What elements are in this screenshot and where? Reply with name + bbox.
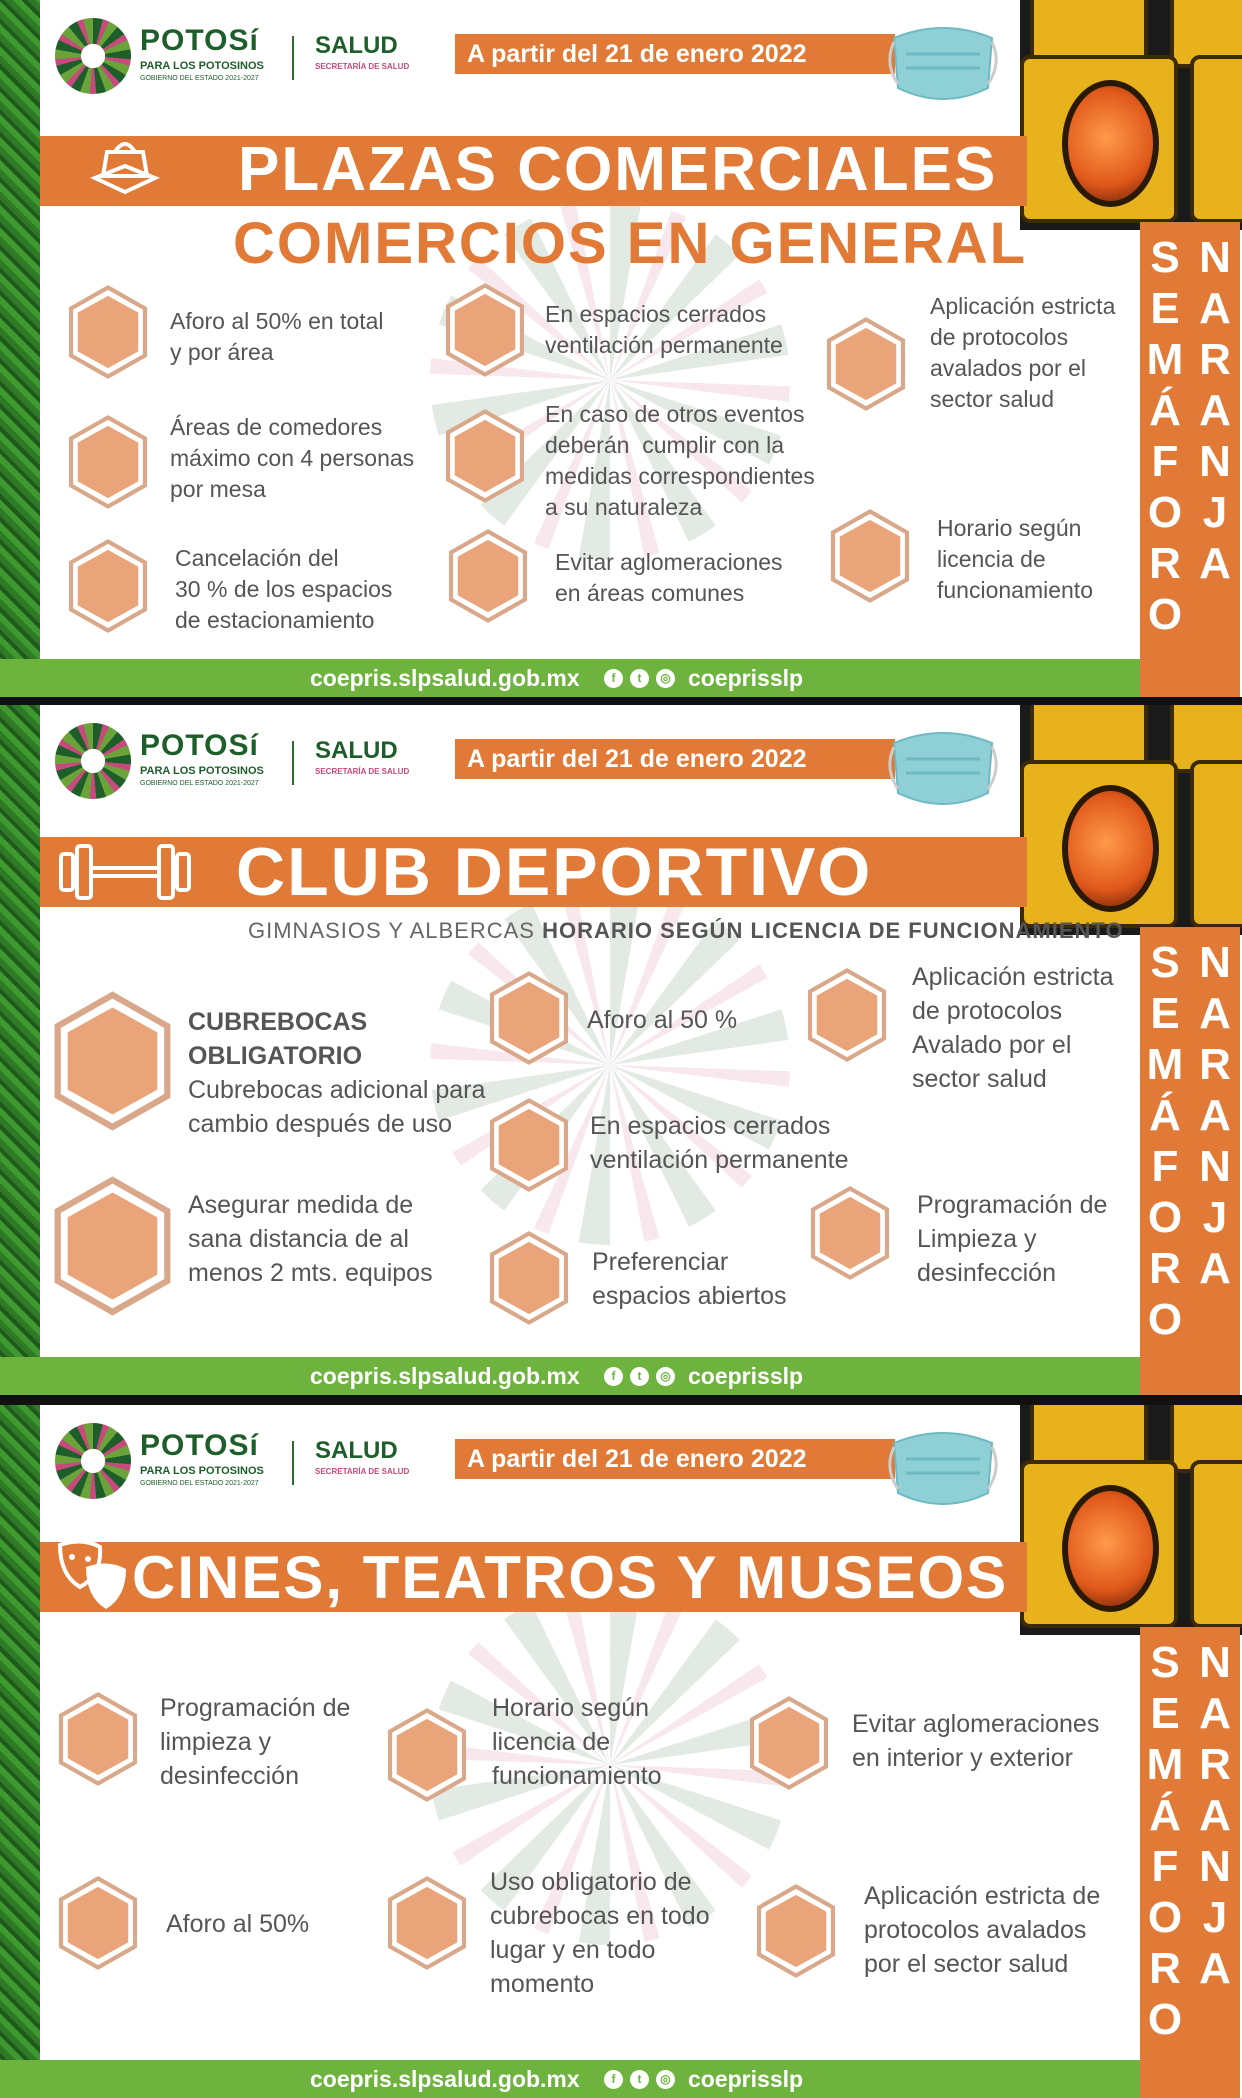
page-subtitle: GIMNASIOS Y ALBERCAS HORARIO SEGÚN LICENCIA DE FUNCIONAMIENTO	[248, 918, 1124, 943]
footer-bar	[0, 659, 1140, 697]
panel-club-deportivo	[0, 705, 1242, 1395]
window-icon	[487, 1097, 571, 1193]
potosi-logo	[55, 18, 131, 94]
salud-subtitle: SECRETARÍA DE SALUD	[315, 1467, 410, 1476]
panel-cines-teatros-museos	[0, 1405, 1242, 2098]
item-protocolos: Aplicación estricta de protocolos Avalado por el sector salud	[912, 963, 1114, 1093]
item-ventilacion: En espacios cerrados ventilación permanente	[545, 301, 783, 358]
left-pattern-strip	[0, 1405, 40, 2098]
item-ventilacion: En espacios cerrados ventilación permanente	[590, 1112, 849, 1174]
potosi-wordmark: POTOSí	[140, 729, 259, 762]
footer-handle[interactable]: coeprisslp	[688, 2066, 804, 2092]
salud-subtitle: SECRETARÍA DE SALUD	[315, 62, 410, 71]
traffic-light	[1020, 1405, 1242, 1635]
item-comedores: Áreas de comedores máximo con 4 personas por mesa	[170, 414, 415, 502]
page-title: CINES, TEATROS Y MUSEOS	[132, 1544, 1009, 1611]
item-limpieza: Programación de limpieza y desinfección	[160, 1694, 351, 1790]
parking-car-icon	[66, 538, 150, 634]
potosi-government: GOBIERNO DEL ESTADO 2021-2027	[140, 75, 259, 82]
item-aglomeraciones: Evitar aglomeraciones en interior y exterior	[852, 1710, 1100, 1772]
salud-subtitle: SECRETARÍA DE SALUD	[315, 767, 410, 776]
item-eventos: En caso de otros eventos deberán cumplir con la medidas correspondientes a su naturaleza	[545, 401, 815, 520]
twitter-icon[interactable]: t	[630, 2070, 649, 2089]
instagram-icon[interactable]: ◎	[656, 669, 675, 688]
item-aforo: Aforo al 50% en total y por área	[170, 308, 384, 365]
potosi-logo	[55, 1423, 131, 1499]
theater-masks-icon	[52, 1535, 134, 1617]
spray-bottle-icon	[56, 1691, 140, 1787]
potosi-tagline: PARA LOS POTOSINOS	[140, 60, 264, 72]
logo-divider	[292, 1441, 294, 1485]
sanitizer-hand-icon	[824, 316, 908, 412]
logo-divider	[292, 36, 294, 80]
footer-handle[interactable]: coeprisslp	[688, 1363, 804, 1389]
potosi-government: GOBIERNO DEL ESTADO 2021-2027	[140, 1480, 259, 1487]
sanitizer-hand-icon	[754, 1883, 838, 1979]
item-sana-distancia: Asegurar medida de sana distancia de al menos 2 mts. equipos	[188, 1191, 433, 1287]
shopping-cart-icon	[66, 284, 150, 380]
no-crowds-icon	[747, 1695, 831, 1791]
panel-plazas-comerciales	[0, 0, 1242, 697]
facebook-icon[interactable]: f	[604, 1367, 623, 1386]
footer-website[interactable]: coepris.slpsalud.gob.mx	[310, 2066, 580, 2092]
item-aforo: Aforo al 50%	[166, 1910, 310, 1938]
page-title: PLAZAS COMERCIALES	[238, 135, 998, 204]
twitter-icon[interactable]: t	[630, 1367, 649, 1386]
item-limpieza: Programación de Limpieza y desinfección	[917, 1191, 1108, 1287]
traffic-light	[1020, 0, 1242, 230]
potosi-wordmark: POTOSí	[140, 1429, 259, 1462]
document-icon	[828, 508, 912, 604]
item-cubrebocas: Uso obligatorio de cubrebocas en todo lugar y en todo momento	[490, 1868, 710, 1998]
salud-wordmark: SALUD	[315, 32, 398, 59]
dumbbell-icon	[55, 840, 195, 904]
footer-website[interactable]: coepris.slpsalud.gob.mx	[310, 1363, 580, 1389]
footer-handle[interactable]: coeprisslp	[688, 665, 804, 691]
potosi-government: GOBIERNO DEL ESTADO 2021-2027	[140, 780, 259, 787]
outdoor-table-icon	[487, 1230, 571, 1326]
item-espacios-abiertos: Preferenciar espacios abiertos	[592, 1248, 787, 1310]
face-mask-icon	[884, 1423, 1002, 1515]
item-aforo: Aforo al 50 %	[587, 1006, 738, 1034]
item-estacionamiento: Cancelación del 30 % de los espacios de estacionamiento	[175, 545, 393, 633]
page-title: CLUB DEPORTIVO	[236, 834, 873, 910]
date-banner: A partir del 21 de enero 2022	[455, 739, 895, 779]
people-mask-icon	[50, 990, 175, 1132]
footer-website[interactable]: coepris.slpsalud.gob.mx	[310, 665, 580, 691]
item-aglomeraciones: Evitar aglomeraciones en áreas comunes	[555, 549, 783, 606]
page-subtitle: COMERCIOS EN GENERAL	[233, 211, 1028, 276]
shopping-bag-icon	[85, 130, 165, 210]
item-horario: Horario según licencia de funcionamiento	[492, 1694, 662, 1790]
potosi-logo	[55, 723, 131, 799]
potosi-tagline: PARA LOS POTOSINOS	[140, 765, 264, 777]
people-mask-icon	[385, 1875, 469, 1971]
instagram-icon[interactable]: ◎	[656, 2070, 675, 2089]
item-horario: Horario según licencia de funcionamiento	[937, 515, 1093, 603]
traffic-light	[1020, 705, 1242, 935]
running-people-icon	[487, 970, 571, 1066]
sanitizer-hand-icon	[805, 967, 889, 1063]
face-mask-icon	[884, 723, 1002, 815]
people-group-icon	[56, 1875, 140, 1971]
facebook-icon[interactable]: f	[604, 669, 623, 688]
window-icon	[443, 282, 527, 378]
twitter-icon[interactable]: t	[630, 669, 649, 688]
item-protocolos: Aplicación estricta de protocolos avalados por el sector salud	[930, 293, 1116, 412]
date-banner: A partir del 21 de enero 2022	[455, 34, 895, 74]
semaforo-naranja-bar: S E M Á F O R O N A R A N J A	[1140, 222, 1240, 697]
logo-divider	[292, 741, 294, 785]
footer-bar	[0, 2060, 1140, 2098]
gym-equipment-icon	[50, 1175, 175, 1317]
footer-bar	[0, 1357, 1140, 1395]
item-protocolos: Aplicación estricta de protocolos avalados por el sector salud	[864, 1882, 1101, 1978]
salud-wordmark: SALUD	[315, 1437, 398, 1464]
item-cubrebocas: Cubrebocas adicional para cambio después de uso	[188, 1076, 486, 1138]
potosi-tagline: PARA LOS POTOSINOS	[140, 1465, 264, 1477]
facebook-icon[interactable]: f	[604, 2070, 623, 2089]
no-crowds-icon	[446, 528, 530, 624]
semaforo-naranja-bar: S E M Á F O R O N A R A N J A	[1140, 1627, 1240, 2098]
clipboard-icon	[443, 408, 527, 504]
face-mask-icon	[884, 18, 1002, 110]
item-cubrebocas-title: CUBREBOCAS OBLIGATORIO	[188, 1008, 368, 1070]
spray-bottle-icon	[808, 1185, 892, 1281]
salud-wordmark: SALUD	[315, 737, 398, 764]
clock-icon	[385, 1707, 469, 1803]
table-icon	[66, 414, 150, 510]
potosi-wordmark: POTOSí	[140, 24, 259, 57]
date-banner: A partir del 21 de enero 2022	[455, 1439, 895, 1479]
left-pattern-strip	[0, 0, 40, 697]
instagram-icon[interactable]: ◎	[656, 1367, 675, 1386]
left-pattern-strip	[0, 705, 40, 1395]
semaforo-naranja-bar: S E M Á F O R O N A R A N J A	[1140, 927, 1240, 1395]
